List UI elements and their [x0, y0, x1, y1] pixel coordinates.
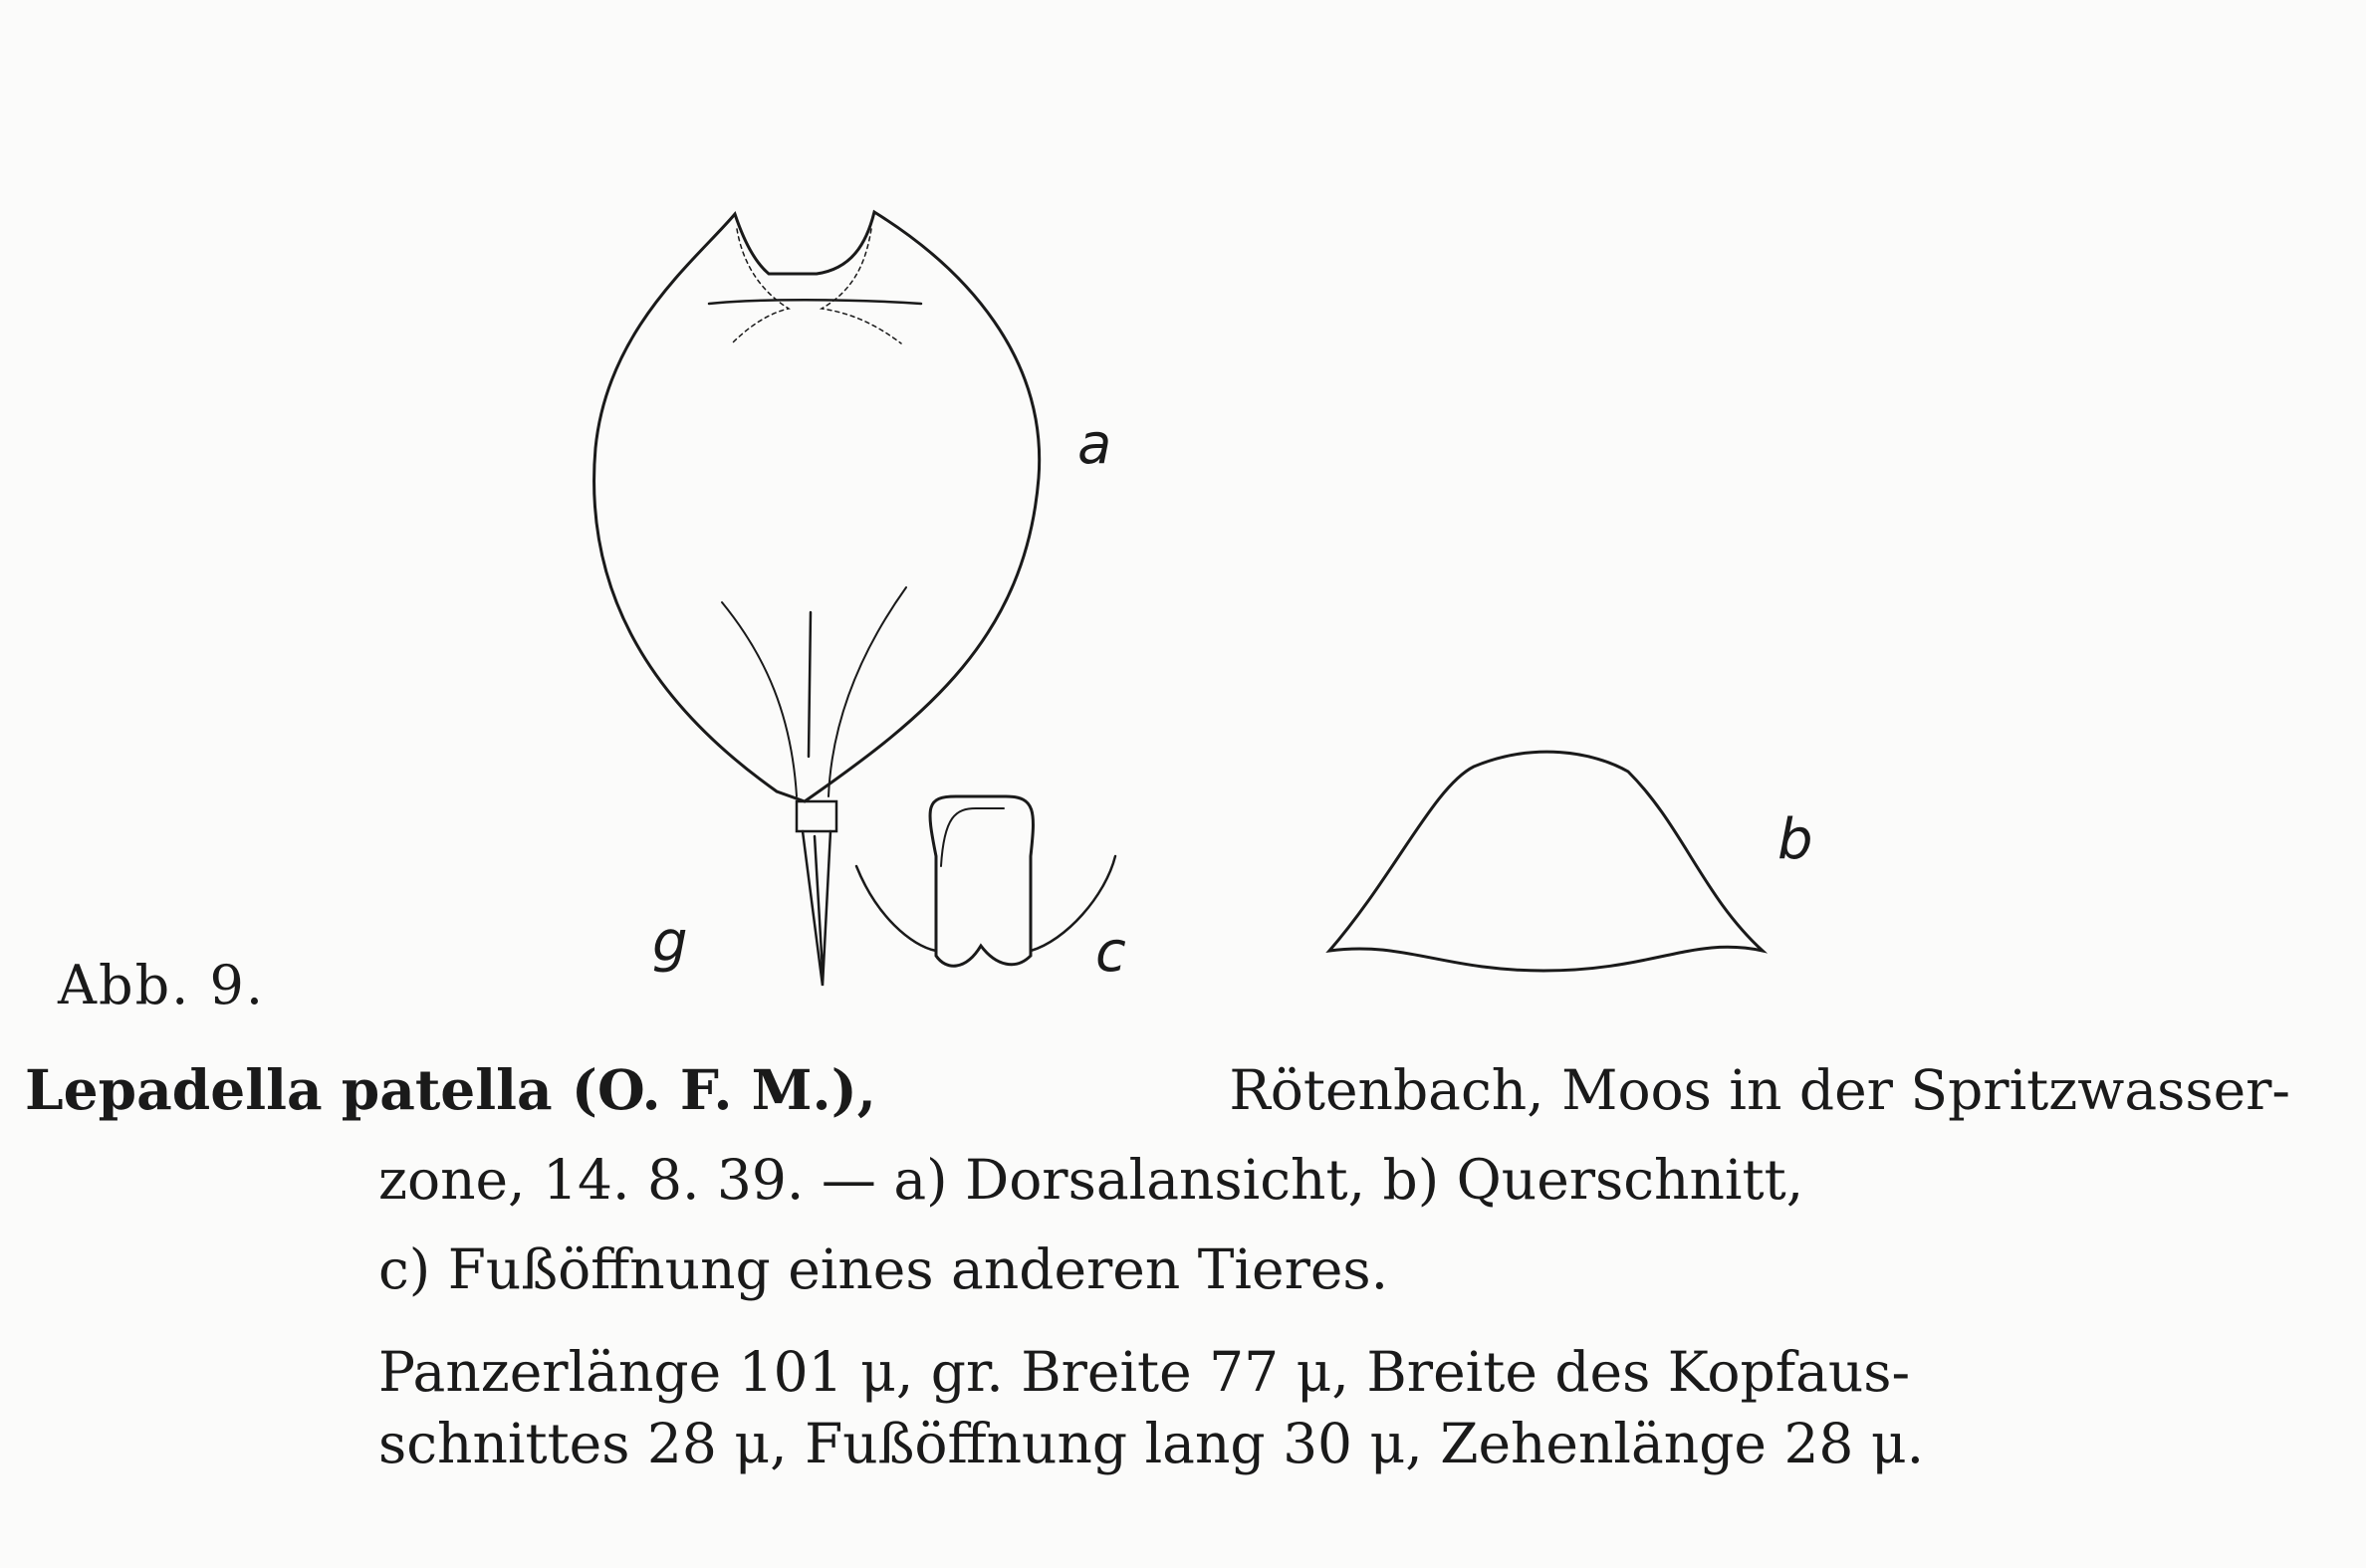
foot-opening-view — [856, 796, 1115, 966]
caption-line-3: c) Fußöffnung eines anderen Tieres. — [378, 1237, 1389, 1301]
panel-label-g: g — [652, 910, 688, 975]
panel-label-a: a — [1077, 412, 1112, 477]
toe-spine — [809, 612, 811, 757]
panel-label-b: b — [1777, 807, 1813, 872]
caption-line-2: zone, 14. 8. 39. — a) Dorsalansicht, b) Querschnitt, — [378, 1148, 1804, 1212]
inner-line-left — [722, 602, 797, 796]
cross-section-view — [1329, 752, 1763, 971]
panel-label-c: c — [1095, 920, 1126, 985]
caption-line-4: Panzerlänge 101 μ, gr. Breite 77 μ, Breite des Kopfaus- — [378, 1340, 1911, 1404]
foot-segment — [797, 801, 836, 831]
species-name: Lepadella patella (O. F. M.), — [25, 1057, 876, 1122]
caption-line-5: schnittes 28 μ, Fußöffnung lang 30 μ, Zehenlänge 28 μ. — [378, 1412, 1925, 1475]
head-detail-left — [732, 229, 789, 343]
lorica-dorsal-view — [594, 212, 1040, 986]
body-curve — [856, 856, 1115, 951]
inner-line-right — [828, 587, 906, 796]
toes — [803, 831, 830, 986]
head-opening-line — [709, 300, 921, 304]
foot-opening-inner — [941, 808, 1004, 866]
cross-section-outline — [1329, 752, 1763, 971]
caption-line-1 — [25, 1045, 2290, 1135]
caption-line-1-text: Rötenbach, Moos in der Spritzwasser- — [1229, 1058, 2290, 1122]
foot-opening-outline — [930, 796, 1033, 966]
figure-number: Abb. 9. — [58, 954, 265, 1016]
